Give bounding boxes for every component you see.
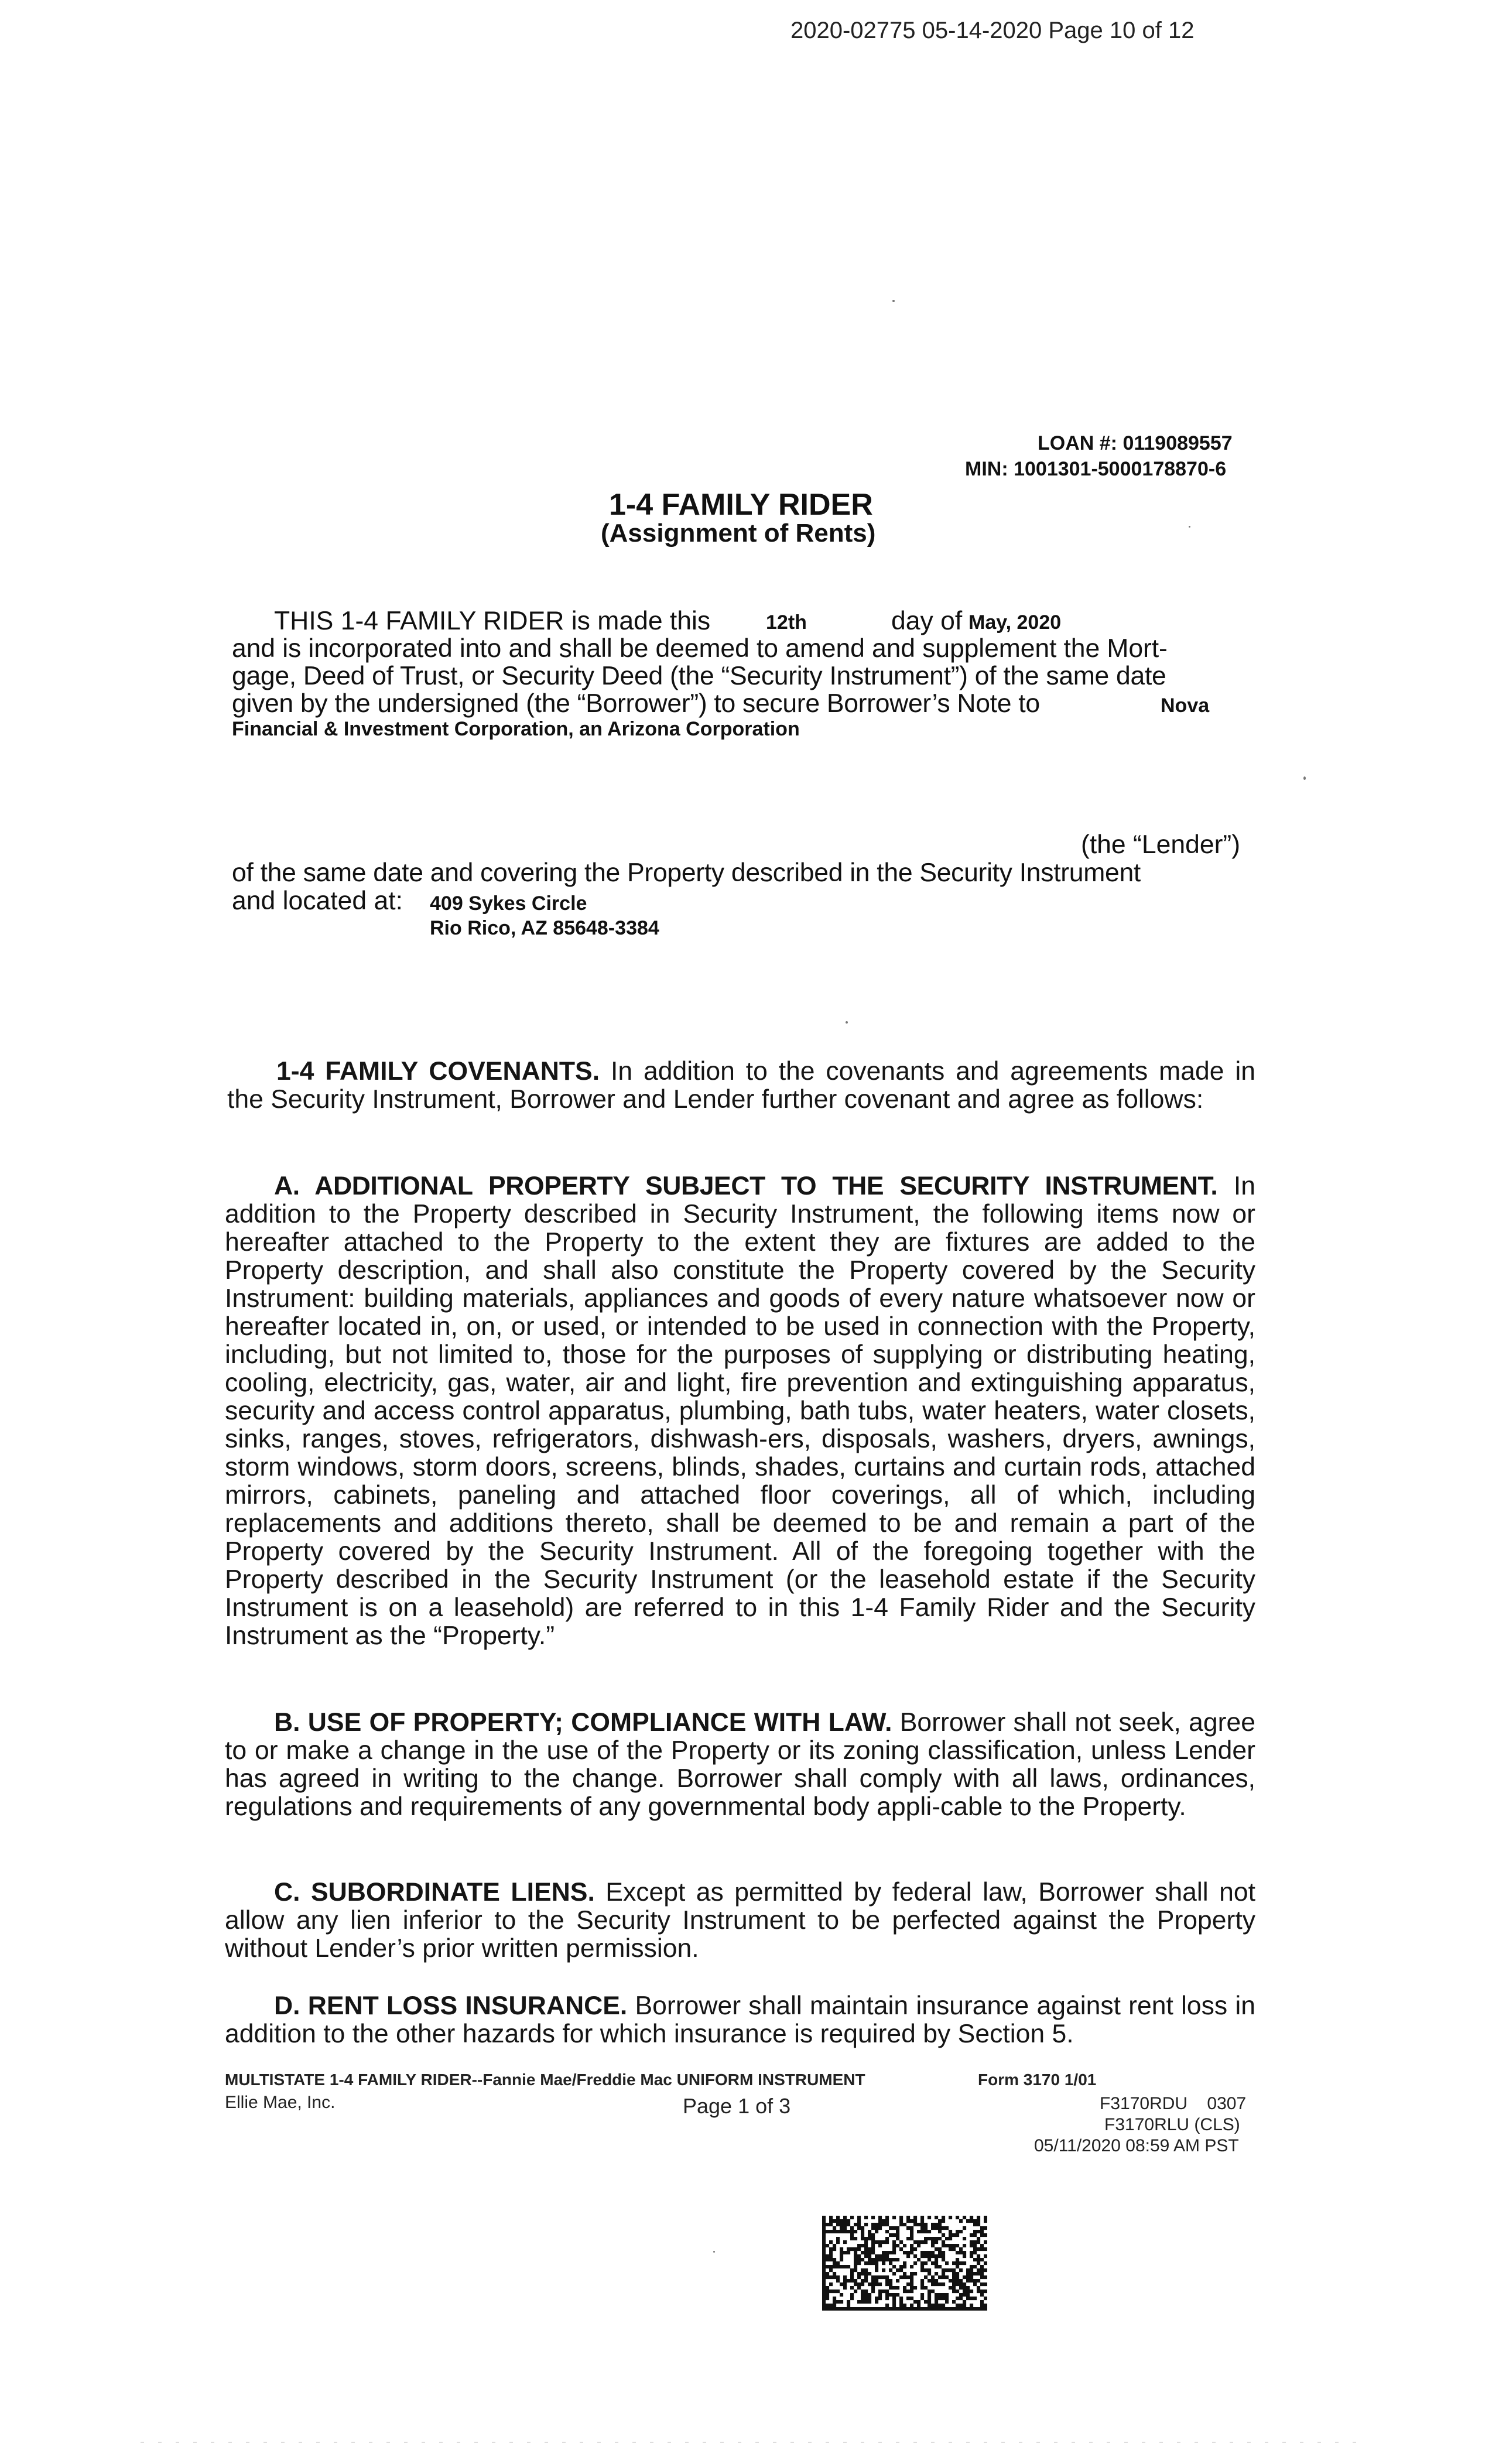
form-code-2: F3170RLU (CLS) — [1104, 2115, 1240, 2134]
section-b-text: Borrower shall not seek, agree to or make a change in the use of the Property or its zoning classification, unless Lender has agreed in writing to the change. Borrower shall comply with all laws, ordinances, regulations and requirements of any governmental body appli-cable to the Property. — [225, 1708, 1255, 1821]
section-d-heading: D. RENT LOSS INSURANCE. — [274, 1991, 628, 2020]
min-number: MIN: 1001301-5000178870-6 — [965, 458, 1227, 480]
intro-text-2: day of — [891, 607, 963, 635]
loan-number: LOAN #: 0119089557 — [1038, 432, 1233, 454]
company-name: Ellie Mae, Inc. — [225, 2093, 336, 2112]
section-c-text: Except as permitted by federal law, Borrower shall not allow any lien inferior to the Security Instrument to be perfected against the Property without Lender’s prior written permission. — [225, 1878, 1255, 1963]
intro-line-1 — [274, 607, 1062, 636]
intro-line-after: of the same date and covering the Property described in the Security Instrument — [232, 858, 1141, 887]
rider-month-year: May, 2020 — [968, 611, 1062, 634]
lender-name-part-1: Nova — [1161, 694, 1210, 717]
property-address-line-1: 409 Sykes Circle — [430, 892, 587, 915]
rider-day: 12th — [766, 611, 807, 634]
property-address-line-2: Rio Rico, AZ 85648-3384 — [430, 917, 659, 939]
intro-text-1: THIS 1-4 FAMILY RIDER is made this — [274, 607, 711, 635]
lender-name-part-2: Financial & Investment Corporation, an Arizona Corporation — [232, 718, 800, 740]
page-subtitle: (Assignment of Rents) — [601, 519, 876, 547]
scan-speck — [892, 300, 895, 302]
intro-line-4: given by the undersigned (the “Borrower”) to secure Borrower’s Note to — [232, 689, 1040, 718]
section-d — [225, 1992, 1255, 2048]
section-a-text: In addition to the Property described in Security Instrument, the following items now or hereafter attached to the Property to the extent they are fixtures are added to the Property description, and shall also constitute the Property covered by the Security Instrument: building materials, appliances and goods of every nature whatsoever now or hereafter located in, on, or used, or intended to be used in connection with the Property, including, but not limited to, those for the purposes of supplying or distributing heating, cooling, electricity, gas, water, air and light, fire prevention and extinguishing apparatus, security and access control apparatus, plumbing, bath tubs, water heaters, water closets, sinks, ranges, stoves, refrigerators, dishwash-ers, disposals, washers, dryers, awnings, storm windows, storm doors, screens, blinds, shades, curtains and curtain rods, attached mirrors, cabinets, paneling and attached floor coverings, all of which, including replacements and additions thereto, shall be deemed to be and remain a part of the Property covered by the Security Instrument. All of the foregoing together with the Property described in the Security Instrument (or the leasehold estate if the Security Instrument is on a leasehold) are referred to in this 1-4 Family Rider and the Security Instrument as the “Property.” — [225, 1172, 1255, 1650]
form-title: MULTISTATE 1-4 FAMILY RIDER--Fannie Mae/Freddie Mac UNIFORM INSTRUMENT — [225, 2071, 865, 2089]
lender-label: (the “Lender”) — [1081, 830, 1241, 859]
covenants-heading: 1-4 FAMILY COVENANTS. — [276, 1057, 600, 1086]
intro-line-2: and is incorporated into and shall be deemed to amend and supplement the Mort- — [232, 634, 1168, 663]
scan-speck — [713, 2251, 715, 2253]
form-code-1: F3170RDU 0307 — [1100, 2094, 1247, 2113]
print-timestamp: 05/11/2020 08:59 AM PST — [1034, 2136, 1239, 2155]
scan-speck — [1189, 526, 1190, 528]
page-number: Page 1 of 3 — [683, 2094, 791, 2118]
section-d-text: Borrower shall maintain insurance against rent loss in addition to the other hazards for which insurance is required by Section 5. — [225, 1991, 1255, 2048]
section-c — [225, 1878, 1255, 1963]
scan-speck — [846, 1021, 848, 1024]
section-a — [225, 1172, 1255, 1650]
section-b — [225, 1709, 1255, 1821]
covenants-text: In addition to the covenants and agreements made in the Security Instrument, Borrower and Lender further covenant and agree as follows: — [227, 1057, 1255, 1114]
form-number: Form 3170 1/01 — [978, 2071, 1097, 2089]
datamatrix-barcode-icon — [822, 2216, 987, 2311]
covenants-paragraph — [227, 1058, 1255, 1114]
located-at-label: and located at: — [232, 887, 403, 915]
intro-line-3: gage, Deed of Trust, or Security Deed (the “Security Instrument”) of the same date — [232, 662, 1166, 690]
scan-edge-noise — [141, 2442, 1370, 2443]
section-b-heading: B. USE OF PROPERTY; COMPLIANCE WITH LAW. — [274, 1708, 892, 1737]
section-a-heading: A. ADDITIONAL PROPERTY SUBJECT TO THE SECURITY INSTRUMENT. — [274, 1172, 1218, 1200]
scan-speck — [1303, 776, 1306, 780]
page-title: 1-4 FAMILY RIDER — [609, 488, 873, 522]
section-c-heading: C. SUBORDINATE LIENS. — [274, 1878, 595, 1907]
recording-header: 2020-02775 05-14-2020 Page 10 of 12 — [790, 18, 1195, 43]
